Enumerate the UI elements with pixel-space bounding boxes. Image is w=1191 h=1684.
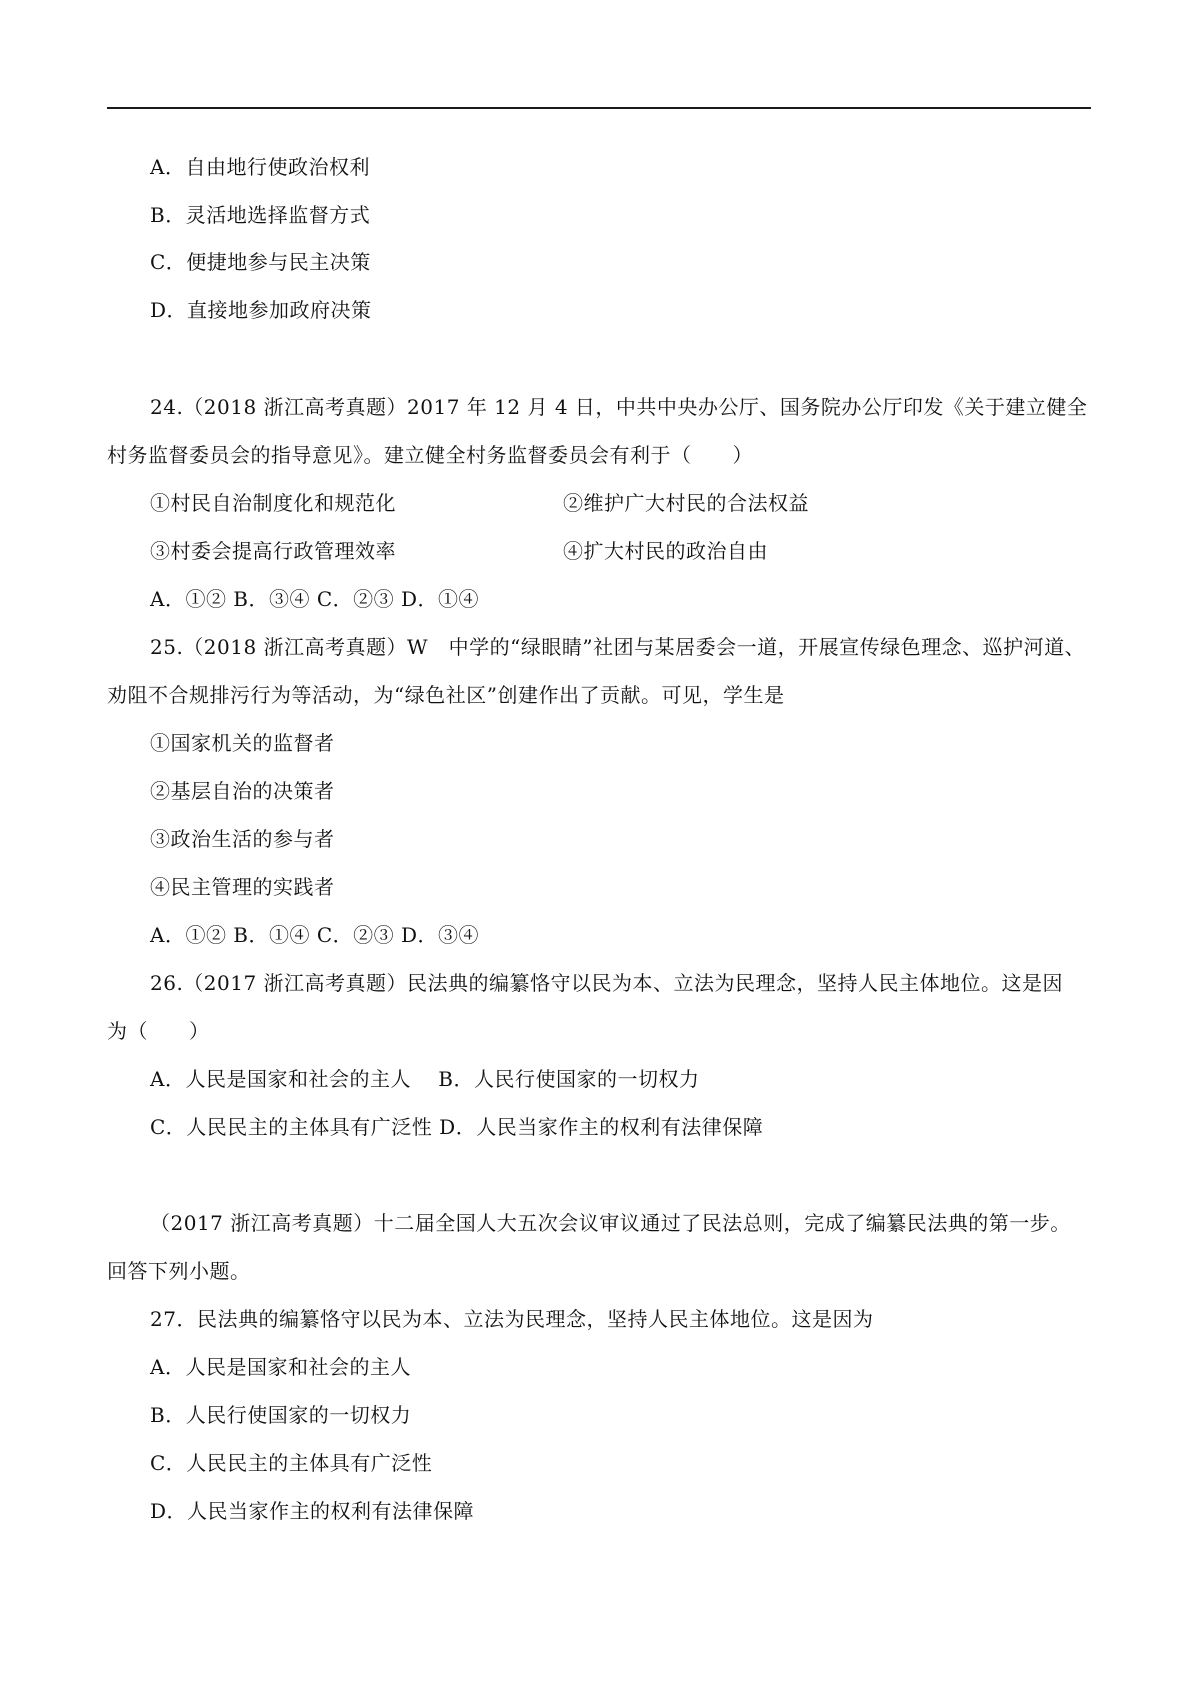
q23-option-c: C．便捷地参与民主决策 (150, 250, 371, 274)
q24-options: A．①② B．③④ C．②③ D．①④ (150, 587, 480, 611)
q25-item-1: ①国家机关的监督者 (150, 731, 335, 755)
q25-stem-line1: 25.（2018 浙江高考真题）W 中学的“绿眼睛”社团与某居委会一道，开展宣传绿色理念、巡护河道、 (150, 635, 1086, 659)
group-intro-line2: 回答下列小题。 (107, 1259, 251, 1283)
q24-item-3: ③村委会提高行政管理效率 (150, 539, 396, 563)
q27-option-c: C．人民民主的主体具有广泛性 (150, 1451, 433, 1475)
q24-stem-line1: 24.（2018 浙江高考真题）2017 年 12 月 4 日，中共中央办公厅、国务院办公厅印发《关于建立健全 (150, 395, 1088, 419)
q24-item-1: ①村民自治制度化和规范化 (150, 491, 396, 515)
group-intro-line1: （2017 浙江高考真题）十二届全国人大五次会议审议通过了民法总则，完成了编纂民法典的第一步。 (150, 1211, 1071, 1235)
q25-item-2: ②基层自治的决策者 (150, 779, 335, 803)
q25-stem-line2: 劝阻不合规排污行为等活动，为“绿色社区”创建作出了贡献。可见，学生是 (107, 683, 785, 707)
q25-options: A．①② B．①④ C．②③ D．③④ (150, 923, 480, 947)
q23-option-a: A．自由地行使政治权利 (150, 155, 370, 179)
q23-option-d: D．直接地参加政府决策 (150, 298, 372, 322)
header-rule (107, 107, 1091, 109)
q23-option-b: B．灵活地选择监督方式 (150, 203, 371, 227)
q27-option-a: A．人民是国家和社会的主人 (150, 1355, 411, 1379)
q26-options-ab: A．人民是国家和社会的主人 B．人民行使国家的一切权力 (150, 1067, 700, 1091)
q26-options-cd: C．人民民主的主体具有广泛性 D．人民当家作主的权利有法律保障 (150, 1115, 764, 1139)
q26-stem-line2: 为（ ） (107, 1019, 210, 1043)
q27-option-d: D．人民当家作主的权利有法律保障 (150, 1499, 475, 1523)
q27-stem: 27．民法典的编纂恪守以民为本、立法为民理念，坚持人民主体地位。这是因为 (150, 1307, 874, 1331)
q24-stem-line2: 村务监督委员会的指导意见》。建立健全村务监督委员会有利于（ ） (107, 443, 753, 467)
q24-item-4: ④扩大村民的政治自由 (563, 539, 768, 563)
q25-item-4: ④民主管理的实践者 (150, 875, 335, 899)
q24-item-2: ②维护广大村民的合法权益 (563, 491, 809, 515)
q26-stem-line1: 26.（2017 浙江高考真题）民法典的编纂恪守以民为本、立法为民理念，坚持人民主体地位。这是因 (150, 971, 1064, 995)
q27-option-b: B．人民行使国家的一切权力 (150, 1403, 412, 1427)
q25-item-3: ③政治生活的参与者 (150, 827, 335, 851)
